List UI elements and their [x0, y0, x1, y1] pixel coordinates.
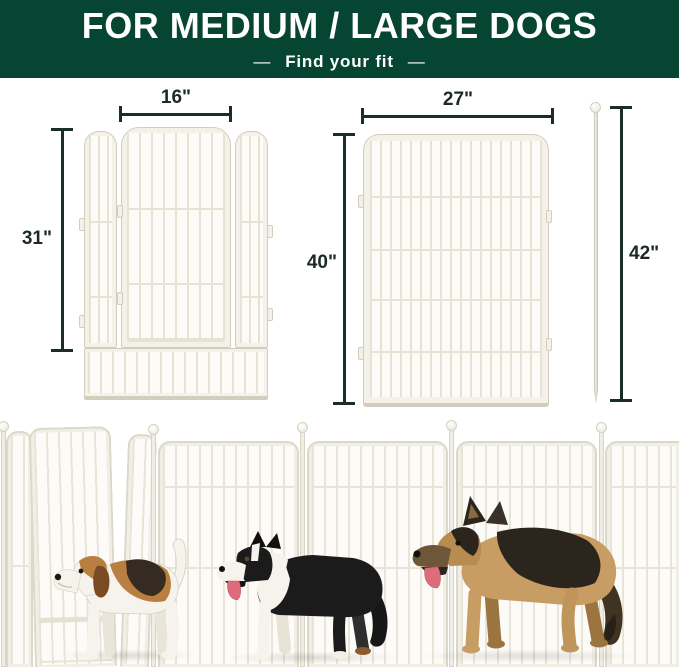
door-panel-skirt	[84, 348, 268, 400]
connector-tab	[267, 308, 273, 321]
post-finial	[446, 420, 457, 431]
dim-label-door-height: 31"	[21, 228, 52, 249]
connector-tab	[358, 195, 364, 208]
fence-post	[1, 430, 6, 667]
tagline-left-dash: —	[253, 52, 272, 71]
tagline-right-dash: —	[407, 52, 426, 71]
door-hinge	[117, 205, 123, 218]
fence-mesh	[127, 133, 225, 342]
dim-line-door-width	[121, 113, 231, 116]
fence-mesh	[240, 136, 263, 343]
fence-mesh	[370, 141, 542, 397]
dim-label-stake-height: 42"	[629, 243, 660, 264]
dim-cap	[229, 106, 232, 122]
tagline-text: Find your fit	[285, 52, 394, 71]
dim-label-door-width: 16"	[160, 87, 192, 108]
dim-cap	[551, 108, 554, 124]
fence-wall-scene	[0, 415, 679, 667]
door-panel-gate	[121, 127, 231, 348]
dim-cap	[610, 399, 632, 402]
page-title: FOR MEDIUM / LARGE DOGS	[81, 5, 598, 46]
connector-tab	[79, 315, 85, 328]
fence-mesh	[89, 136, 112, 343]
connector-tab	[358, 347, 364, 360]
door-panel-left-column	[84, 131, 117, 348]
door-hinge	[117, 292, 123, 305]
post-finial	[0, 421, 9, 432]
dim-line-door-height	[61, 128, 64, 352]
stake-point	[594, 391, 598, 404]
dim-label-panel-height: 40"	[306, 252, 337, 273]
dim-line-stake-height	[620, 106, 623, 402]
header-banner	[0, 0, 679, 78]
post-finial	[596, 422, 607, 433]
door-panel-right-column	[235, 131, 268, 348]
dim-line-panel-height	[343, 133, 346, 405]
tagline	[239, 52, 439, 72]
dim-label-panel-width: 27"	[442, 89, 474, 110]
post-finial	[148, 424, 159, 435]
ground-stake	[594, 112, 598, 392]
connector-tab	[546, 338, 552, 351]
connector-tab	[546, 210, 552, 223]
dim-cap	[333, 133, 355, 136]
dim-cap	[333, 402, 355, 405]
dim-cap	[51, 349, 73, 352]
border-collie-illustration	[213, 522, 408, 662]
dim-cap	[610, 106, 632, 109]
dim-cap	[119, 106, 122, 122]
beagle-illustration	[50, 532, 210, 664]
fence-mesh	[88, 352, 264, 393]
connector-tab	[79, 218, 85, 231]
connector-tab	[267, 225, 273, 238]
dim-cap	[51, 128, 73, 131]
dim-line-panel-width	[363, 115, 553, 118]
dim-cap	[361, 108, 364, 124]
large-panel-diagram	[363, 134, 549, 407]
german-shepherd-illustration	[405, 488, 650, 660]
post-finial	[297, 422, 308, 433]
